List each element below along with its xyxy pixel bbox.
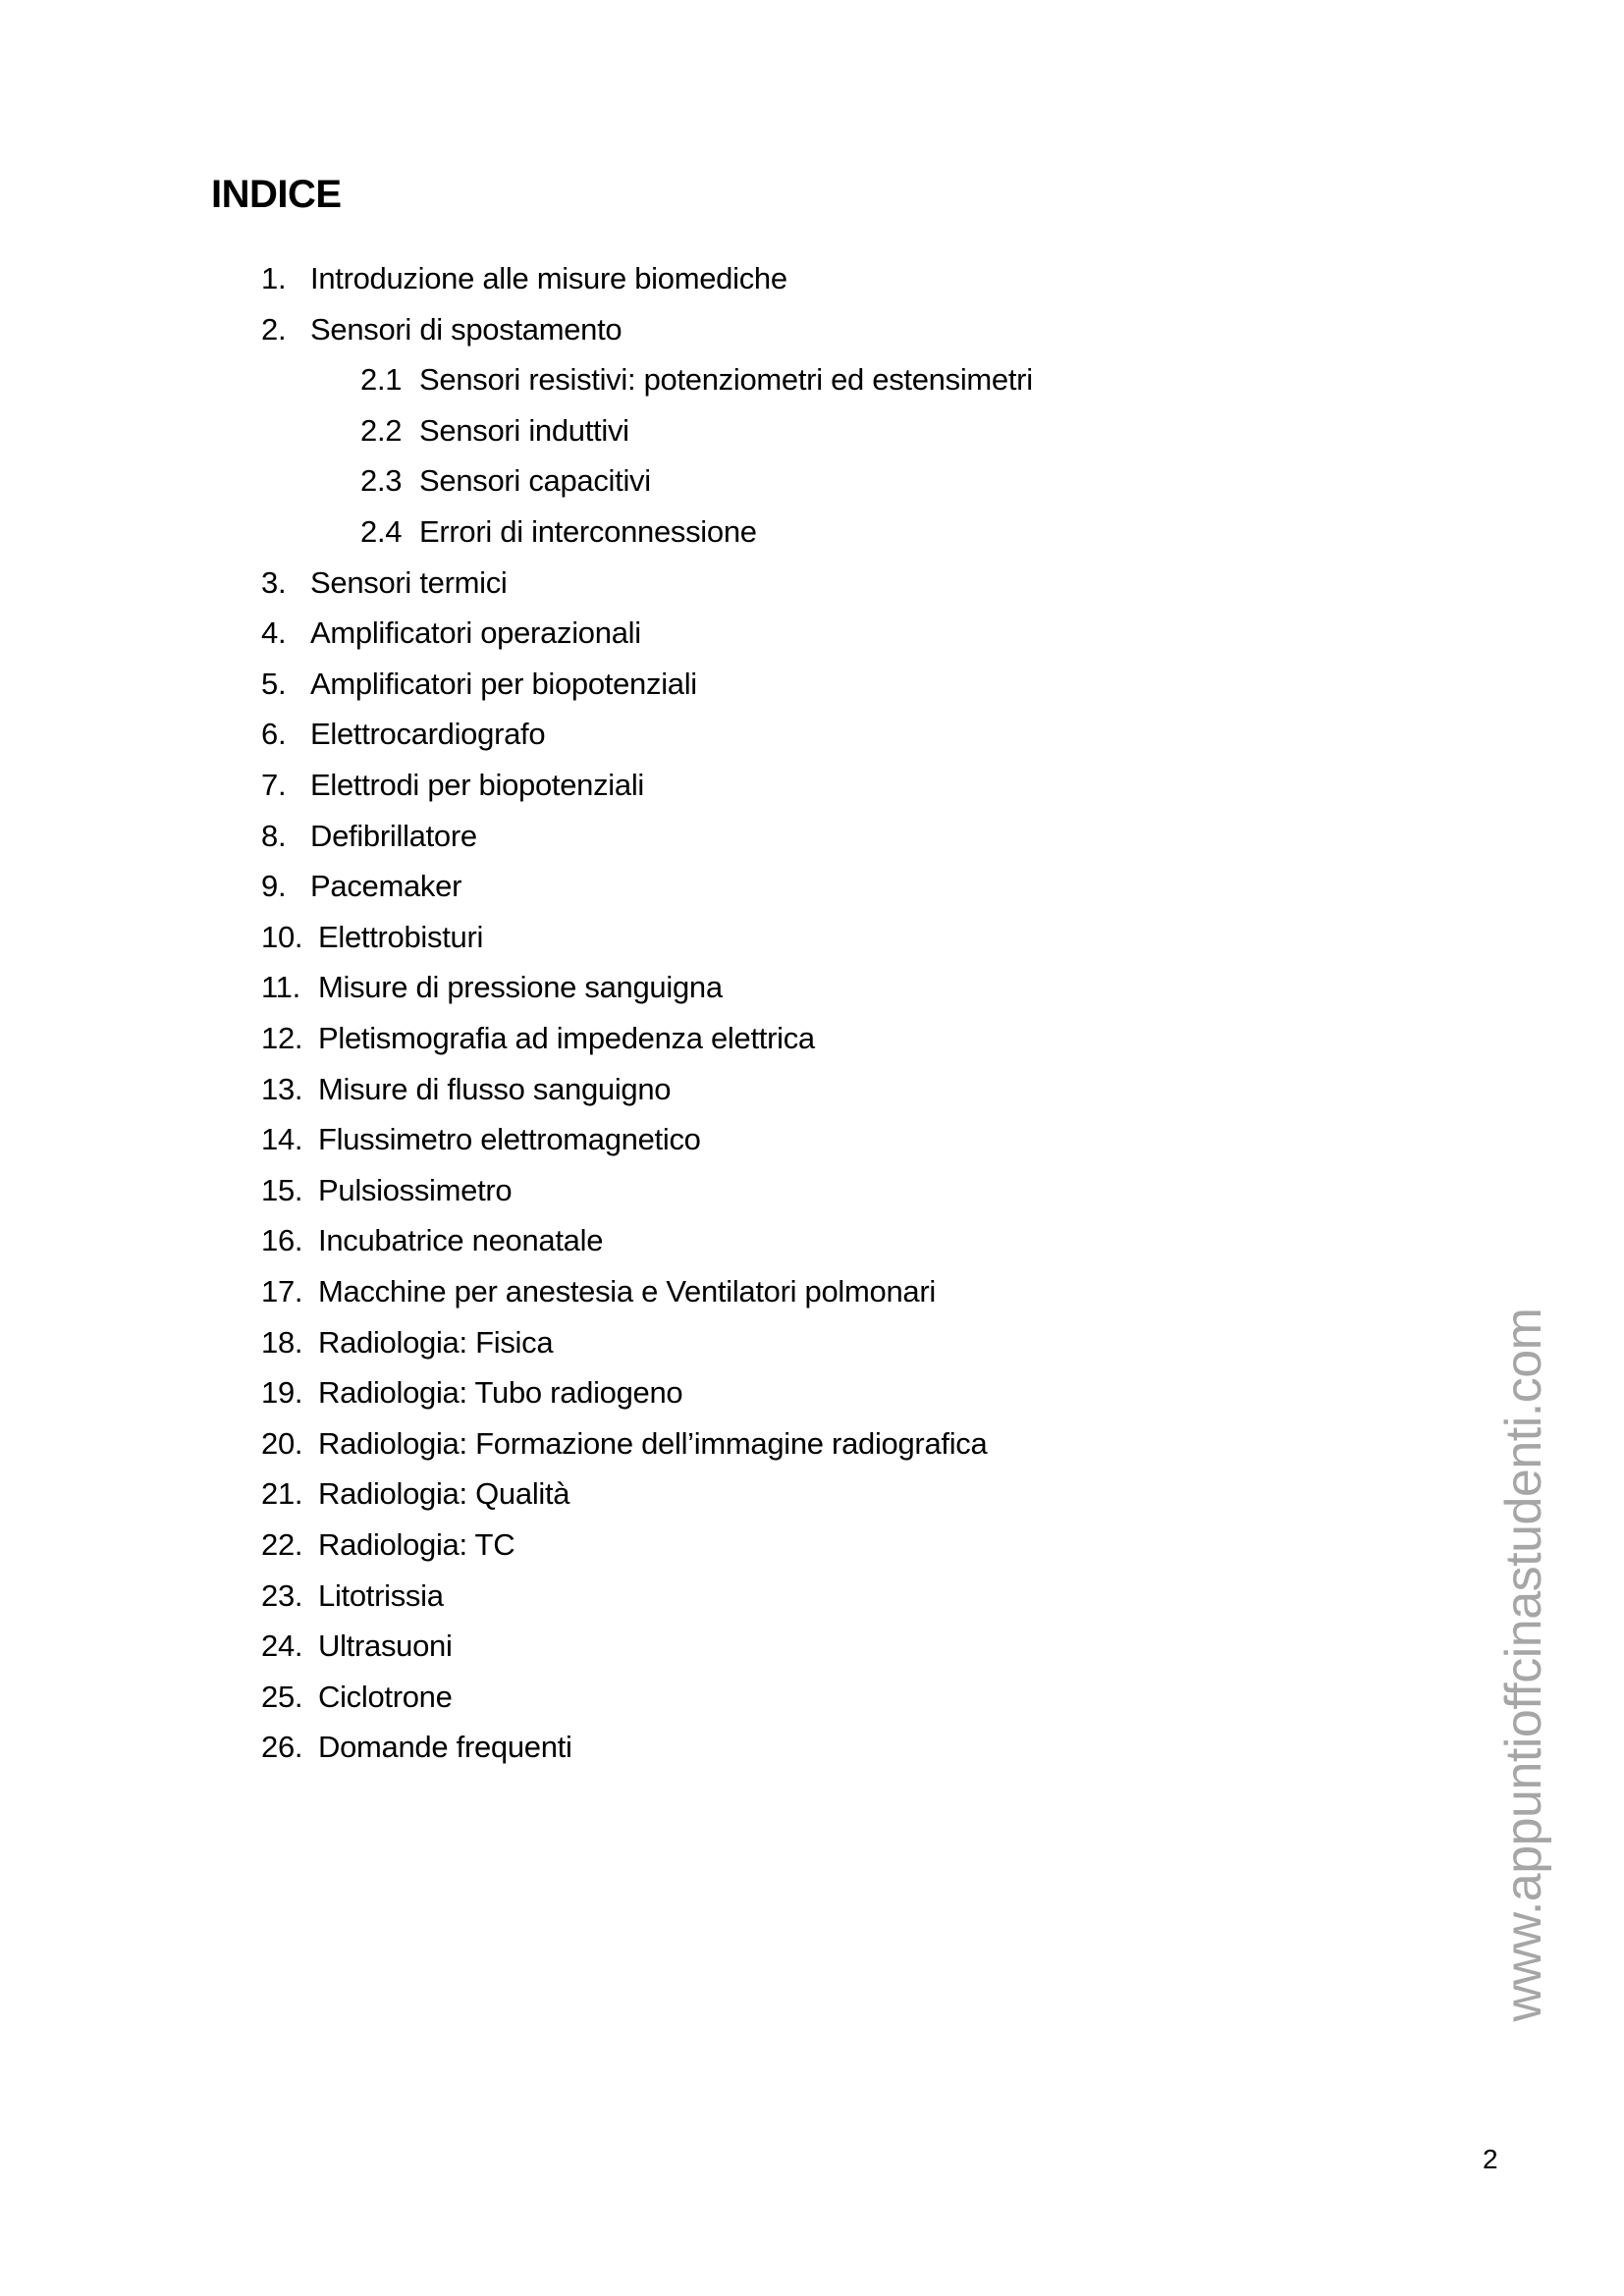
toc-entry-number: 2.	[261, 311, 287, 347]
toc-entry-number: 11.	[261, 970, 300, 1005]
toc-entry-number: 5.	[261, 666, 287, 701]
toc-entry-number: 15.	[261, 1172, 303, 1207]
toc-entry-title: Elettrobisturi	[318, 919, 484, 954]
watermark: www.appuntioffcinastudenti.com	[1495, 1308, 1552, 2022]
toc-entry-title: Radiologia: TC	[318, 1527, 515, 1562]
toc-entry-number: 14.	[261, 1122, 303, 1157]
toc-entry-title: Amplificatori operazionali	[310, 615, 641, 651]
toc-entry-number: 9.	[261, 869, 287, 904]
toc-entry-number: 21.	[261, 1476, 303, 1512]
toc-entry-number: 26.	[261, 1730, 303, 1765]
toc-entry-title: Sensori induttivi	[419, 412, 629, 448]
toc-entry-number: 18.	[261, 1324, 303, 1360]
toc-entry-number: 8.	[261, 818, 287, 853]
toc-entry-title: Pulsiossimetro	[318, 1172, 513, 1207]
toc-entry-number: 24.	[261, 1629, 303, 1664]
toc-entry-number: 6.	[261, 717, 287, 752]
toc-entry-number: 16.	[261, 1223, 303, 1258]
toc-entry-number: 25.	[261, 1679, 303, 1714]
toc-entry-title: Misure di pressione sanguigna	[318, 970, 723, 1005]
toc-entry-title: Misure di flusso sanguigno	[318, 1071, 672, 1106]
toc-entry-title: Radiologia: Qualità	[318, 1476, 570, 1512]
toc-entry-title: Amplificatori per biopotenziali	[310, 666, 697, 701]
page-title: INDICE	[211, 173, 342, 216]
toc-entry-title: Sensori termici	[310, 564, 508, 600]
toc-entry-number: 17.	[261, 1274, 303, 1308]
toc-entry-title: Flussimetro elettromagnetico	[318, 1122, 701, 1157]
toc-entry-title: Sensori di spostamento	[310, 311, 623, 347]
toc-entry-number: 3.	[261, 564, 287, 600]
toc-entry-title: Elettrodi per biopotenziali	[310, 768, 644, 802]
toc-entry-number: 7.	[261, 768, 287, 802]
toc-entry-number: 2.4	[360, 514, 403, 549]
toc-entry-number: 23.	[261, 1577, 303, 1613]
toc-entry-title: Radiologia: Tubo radiogeno	[318, 1375, 683, 1411]
toc-entry-title: Ciclotrone	[318, 1679, 453, 1714]
toc-entry-title: Pacemaker	[310, 869, 462, 904]
toc-entry-number: 10.	[261, 919, 303, 954]
toc-entry-title: Incubatrice neonatale	[318, 1223, 604, 1258]
toc-entry-number: 1.	[261, 261, 287, 295]
toc-entry-title: Domande frequenti	[318, 1730, 572, 1765]
toc-entry-number: 2.2	[360, 412, 403, 448]
toc-entry-number: 13.	[261, 1071, 303, 1106]
toc-entry-title: Pletismografia ad impedenza elettrica	[318, 1021, 815, 1055]
toc-entry-number: 12.	[261, 1021, 303, 1055]
toc-entry-title: Sensori resistivi: potenziometri ed estensimetri	[419, 362, 1033, 398]
toc-entry-title: Radiologia: Formazione dell’immagine radiografica	[318, 1425, 988, 1461]
toc-entry-title: Sensori capacitivi	[419, 463, 651, 499]
toc-entry-number: 2.1	[360, 362, 403, 398]
toc-entry-title: Introduzione alle misure biomediche	[310, 261, 787, 295]
toc-entry-title: Ultrasuoni	[318, 1629, 453, 1664]
toc-entry-title: Errori di interconnessione	[419, 514, 757, 549]
toc-entry-number: 20.	[261, 1425, 303, 1461]
toc-entry-number: 19.	[261, 1375, 303, 1411]
toc-entry-title: Elettrocardiografo	[310, 717, 546, 752]
toc-entry-number: 2.3	[360, 463, 403, 499]
toc-entry-title: Litotrissia	[318, 1577, 444, 1613]
toc-entry-title: Radiologia: Fisica	[318, 1324, 554, 1360]
toc-entry-title: Macchine per anestesia e Ventilatori polmonari	[318, 1274, 936, 1308]
toc-entry-number: 22.	[261, 1527, 303, 1562]
toc-entry-number: 4.	[261, 615, 287, 651]
toc-entry-title: Defibrillatore	[310, 818, 477, 853]
page-number: 2	[1483, 2144, 1498, 2174]
